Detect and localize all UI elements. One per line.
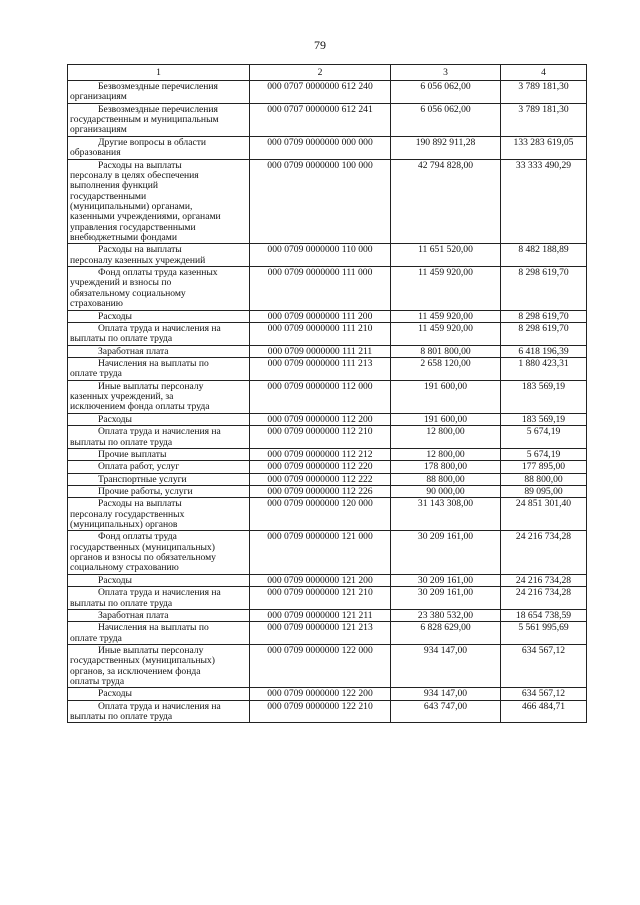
row-name-line: Иные выплаты персоналу bbox=[98, 644, 204, 656]
row-code-cell: 000 0707 0000000 612 240 bbox=[250, 81, 391, 104]
row-code-cell: 000 0709 0000000 111 000 bbox=[250, 267, 391, 310]
row-executed-amount: 33 333 490,29 bbox=[501, 159, 587, 244]
table-row bbox=[68, 357, 587, 380]
row-executed-amount: 24 851 301,40 bbox=[501, 498, 587, 531]
row-executed-amount: 3 789 181,30 bbox=[501, 103, 587, 136]
row-executed-amount: 89 095,00 bbox=[501, 485, 587, 497]
row-name-cell bbox=[68, 498, 250, 531]
row-name-line: страхованию bbox=[70, 298, 123, 310]
row-name-cell bbox=[68, 159, 250, 244]
row-code-cell: 000 0709 0000000 111 210 bbox=[250, 322, 391, 345]
row-name-line: выплаты по оплате труда bbox=[70, 436, 173, 448]
row-planned-amount: 6 828 629,00 bbox=[391, 622, 501, 645]
row-name-line: казенными учреждениями, органами bbox=[70, 211, 221, 223]
row-name-cell bbox=[68, 267, 250, 310]
row-name-line: управления государственными bbox=[70, 221, 196, 233]
row-name-line: Безвозмездные перечисления bbox=[98, 81, 218, 92]
table-row bbox=[68, 461, 587, 473]
table-row bbox=[68, 574, 587, 586]
table-row bbox=[68, 81, 587, 104]
row-name-line: Оплата труда и начисления на bbox=[98, 322, 221, 334]
row-name-cell bbox=[68, 448, 250, 460]
row-code-cell: 000 0709 0000000 122 000 bbox=[250, 644, 391, 687]
row-name-line: Расходы bbox=[98, 310, 133, 322]
row-name-line: казенных учреждений, за bbox=[70, 391, 174, 403]
row-planned-amount: 90 000,00 bbox=[391, 485, 501, 497]
header-row bbox=[68, 65, 587, 81]
row-executed-amount: 5 561 995,69 bbox=[501, 622, 587, 645]
table-row bbox=[68, 136, 587, 159]
table-row bbox=[68, 310, 587, 322]
row-name-line: (муниципальных) органов bbox=[70, 519, 178, 531]
row-name-line: образования bbox=[70, 147, 121, 159]
row-name-line: (муниципальными) органами, bbox=[70, 200, 193, 212]
table-row bbox=[68, 644, 587, 687]
row-name-line: Оплата труда и начисления на bbox=[98, 700, 221, 712]
table-row bbox=[68, 498, 587, 531]
table-row bbox=[68, 609, 587, 621]
row-name-line: Начисления на выплаты по bbox=[98, 357, 209, 369]
row-name-cell bbox=[68, 345, 250, 357]
row-name-line: Транспортные услуги bbox=[98, 473, 187, 485]
row-name-line: государственными bbox=[70, 190, 147, 202]
row-executed-amount: 5 674,19 bbox=[501, 426, 587, 449]
row-name-line: организациям bbox=[70, 91, 127, 103]
row-code-cell: 000 0709 0000000 112 200 bbox=[250, 413, 391, 425]
row-name-cell bbox=[68, 485, 250, 497]
row-name-line: государственных (муниципальных) bbox=[70, 655, 215, 667]
row-name-cell bbox=[68, 609, 250, 621]
row-executed-amount: 466 484,71 bbox=[501, 700, 587, 723]
row-executed-amount: 634 567,12 bbox=[501, 688, 587, 700]
row-name-line: Оплата труда и начисления на bbox=[98, 426, 221, 438]
row-name-line: оплате труда bbox=[70, 368, 122, 380]
row-executed-amount: 634 567,12 bbox=[501, 644, 587, 687]
row-planned-amount: 191 600,00 bbox=[391, 380, 501, 413]
row-name-cell bbox=[68, 461, 250, 473]
row-name-cell bbox=[68, 244, 250, 267]
row-code-cell: 000 0709 0000000 121 213 bbox=[250, 622, 391, 645]
row-executed-amount: 133 283 619,05 bbox=[501, 136, 587, 159]
row-name-line: социальному страхованию bbox=[70, 562, 179, 574]
row-planned-amount: 12 800,00 bbox=[391, 426, 501, 449]
row-planned-amount: 2 658 120,00 bbox=[391, 357, 501, 380]
row-name-cell bbox=[68, 473, 250, 485]
row-code-cell: 000 0709 0000000 100 000 bbox=[250, 159, 391, 244]
table-row bbox=[68, 103, 587, 136]
header-col-2: 2 bbox=[250, 65, 391, 81]
row-name-line: персоналу в целях обеспечения bbox=[70, 169, 199, 181]
row-planned-amount: 88 800,00 bbox=[391, 473, 501, 485]
row-executed-amount: 18 654 738,59 bbox=[501, 609, 587, 621]
row-name-line: государственных (муниципальных) bbox=[70, 541, 215, 553]
row-code-cell: 000 0709 0000000 112 222 bbox=[250, 473, 391, 485]
row-executed-amount: 8 298 619,70 bbox=[501, 267, 587, 310]
row-code-cell: 000 0709 0000000 112 000 bbox=[250, 380, 391, 413]
row-name-line: Расходы на выплаты bbox=[98, 498, 182, 510]
row-executed-amount: 88 800,00 bbox=[501, 473, 587, 485]
table-header bbox=[68, 65, 587, 81]
row-code-cell: 000 0709 0000000 121 000 bbox=[250, 531, 391, 574]
row-name-cell bbox=[68, 310, 250, 322]
table-row bbox=[68, 473, 587, 485]
row-executed-amount: 8 298 619,70 bbox=[501, 322, 587, 345]
table-row bbox=[68, 448, 587, 460]
row-executed-amount: 8 298 619,70 bbox=[501, 310, 587, 322]
row-name-line: оплате труда bbox=[70, 632, 122, 644]
table-row bbox=[68, 267, 587, 310]
row-name-cell bbox=[68, 136, 250, 159]
row-planned-amount: 23 380 532,00 bbox=[391, 609, 501, 621]
row-planned-amount: 178 800,00 bbox=[391, 461, 501, 473]
row-planned-amount: 31 143 308,00 bbox=[391, 498, 501, 531]
row-name-line: Оплата работ, услуг bbox=[98, 461, 180, 473]
row-name-line: Фонд оплаты труда bbox=[98, 531, 177, 543]
row-code-cell: 000 0709 0000000 111 200 bbox=[250, 310, 391, 322]
row-planned-amount: 934 147,00 bbox=[391, 644, 501, 687]
row-name-line: выплаты по оплате труда bbox=[70, 597, 173, 609]
row-planned-amount: 8 801 800,00 bbox=[391, 345, 501, 357]
row-name-line: учреждений и взносы по bbox=[70, 277, 172, 289]
table-row bbox=[68, 345, 587, 357]
header-col-3: 3 bbox=[391, 65, 501, 81]
page-number: 79 bbox=[314, 38, 326, 52]
row-name-line: Расходы bbox=[98, 574, 133, 586]
row-code-cell: 000 0709 0000000 112 220 bbox=[250, 461, 391, 473]
row-name-line: персоналу казенных учреждений bbox=[70, 254, 206, 266]
row-code-cell: 000 0709 0000000 000 000 bbox=[250, 136, 391, 159]
row-executed-amount: 24 216 734,28 bbox=[501, 574, 587, 586]
row-name-line: Расходы bbox=[98, 413, 133, 425]
row-code-cell: 000 0709 0000000 110 000 bbox=[250, 244, 391, 267]
row-name-line: Расходы на выплаты bbox=[98, 244, 182, 256]
row-name-line: оплаты труда bbox=[70, 676, 125, 688]
row-name-cell bbox=[68, 103, 250, 136]
row-name-cell bbox=[68, 426, 250, 449]
row-planned-amount: 11 459 920,00 bbox=[391, 310, 501, 322]
row-executed-amount: 183 569,19 bbox=[501, 413, 587, 425]
row-planned-amount: 12 800,00 bbox=[391, 448, 501, 460]
row-name-line: Другие вопросы в области bbox=[98, 136, 207, 148]
row-name-line: Прочие выплаты bbox=[98, 448, 167, 460]
row-name-cell bbox=[68, 688, 250, 700]
row-name-cell bbox=[68, 644, 250, 687]
row-planned-amount: 11 459 920,00 bbox=[391, 322, 501, 345]
row-name-line: внебюджетными фондами bbox=[70, 232, 177, 244]
table-row bbox=[68, 159, 587, 244]
row-name-cell bbox=[68, 81, 250, 104]
row-executed-amount: 183 569,19 bbox=[501, 380, 587, 413]
row-planned-amount: 191 600,00 bbox=[391, 413, 501, 425]
table-row bbox=[68, 688, 587, 700]
row-name-line: выплаты по оплате труда bbox=[70, 711, 173, 723]
row-code-cell: 000 0709 0000000 112 212 bbox=[250, 448, 391, 460]
row-planned-amount: 30 209 161,00 bbox=[391, 574, 501, 586]
row-planned-amount: 190 892 911,28 bbox=[391, 136, 501, 159]
row-code-cell: 000 0709 0000000 111 211 bbox=[250, 345, 391, 357]
budget-table bbox=[67, 64, 587, 723]
row-executed-amount: 1 880 423,31 bbox=[501, 357, 587, 380]
table-row bbox=[68, 413, 587, 425]
row-code-cell: 000 0709 0000000 122 210 bbox=[250, 700, 391, 723]
row-name-line: персоналу государственных bbox=[70, 508, 185, 520]
row-executed-amount: 6 418 196,39 bbox=[501, 345, 587, 357]
row-code-cell: 000 0709 0000000 122 200 bbox=[250, 688, 391, 700]
row-executed-amount: 24 216 734,28 bbox=[501, 587, 587, 610]
row-name-cell bbox=[68, 322, 250, 345]
row-planned-amount: 30 209 161,00 bbox=[391, 531, 501, 574]
row-planned-amount: 6 056 062,00 bbox=[391, 103, 501, 136]
row-executed-amount: 24 216 734,28 bbox=[501, 531, 587, 574]
row-name-line: Заработная плата bbox=[98, 345, 169, 357]
row-name-line: выплаты по оплате труда bbox=[70, 333, 173, 345]
row-planned-amount: 30 209 161,00 bbox=[391, 587, 501, 610]
row-name-line: государственным и муниципальным bbox=[70, 114, 219, 126]
row-planned-amount: 11 459 920,00 bbox=[391, 267, 501, 310]
row-code-cell: 000 0709 0000000 112 210 bbox=[250, 426, 391, 449]
row-name-cell bbox=[68, 700, 250, 723]
row-planned-amount: 11 651 520,00 bbox=[391, 244, 501, 267]
row-name-line: Фонд оплаты труда казенных bbox=[98, 267, 218, 279]
row-name-line: органов и взносы по обязательному bbox=[70, 552, 216, 564]
row-name-cell bbox=[68, 413, 250, 425]
table-row bbox=[68, 485, 587, 497]
row-name-line: Безвозмездные перечисления bbox=[98, 103, 218, 115]
row-name-line: Оплата труда и начисления на bbox=[98, 587, 221, 599]
table-row bbox=[68, 587, 587, 610]
table-row bbox=[68, 380, 587, 413]
table-row bbox=[68, 322, 587, 345]
row-name-cell bbox=[68, 357, 250, 380]
table-row bbox=[68, 426, 587, 449]
row-executed-amount: 8 482 188,89 bbox=[501, 244, 587, 267]
row-planned-amount: 42 794 828,00 bbox=[391, 159, 501, 244]
row-name-line: Расходы bbox=[98, 688, 133, 700]
row-name-line: выполнения функций bbox=[70, 180, 159, 192]
row-name-cell bbox=[68, 622, 250, 645]
table-row bbox=[68, 531, 587, 574]
row-name-line: органов, за исключением фонда bbox=[70, 665, 201, 677]
row-executed-amount: 5 674,19 bbox=[501, 448, 587, 460]
row-code-cell: 000 0709 0000000 111 213 bbox=[250, 357, 391, 380]
row-name-line: исключением фонда оплаты труда bbox=[70, 401, 210, 413]
row-name-line: Прочие работы, услуги bbox=[98, 485, 193, 497]
row-code-cell: 000 0709 0000000 112 226 bbox=[250, 485, 391, 497]
row-name-cell bbox=[68, 587, 250, 610]
table-row bbox=[68, 622, 587, 645]
row-planned-amount: 643 747,00 bbox=[391, 700, 501, 723]
table-row bbox=[68, 700, 587, 723]
table-body bbox=[68, 81, 587, 723]
row-name-line: Иные выплаты персоналу bbox=[98, 380, 204, 392]
row-code-cell: 000 0709 0000000 120 000 bbox=[250, 498, 391, 531]
header-col-4: 4 bbox=[501, 65, 587, 81]
row-code-cell: 000 0709 0000000 121 211 bbox=[250, 609, 391, 621]
row-executed-amount: 177 895,00 bbox=[501, 461, 587, 473]
row-name-line: Начисления на выплаты по bbox=[98, 622, 209, 634]
row-code-cell: 000 0707 0000000 612 241 bbox=[250, 103, 391, 136]
table-row bbox=[68, 244, 587, 267]
row-name-line: обязательному социальному bbox=[70, 287, 186, 299]
row-name-line: Заработная плата bbox=[98, 609, 169, 621]
row-name-line: Расходы на выплаты bbox=[98, 159, 182, 171]
row-planned-amount: 934 147,00 bbox=[391, 688, 501, 700]
row-planned-amount: 6 056 062,00 bbox=[391, 81, 501, 104]
row-name-cell bbox=[68, 574, 250, 586]
header-col-1: 1 bbox=[68, 65, 250, 81]
row-code-cell: 000 0709 0000000 121 210 bbox=[250, 587, 391, 610]
row-executed-amount: 3 789 181,30 bbox=[501, 81, 587, 104]
row-name-cell bbox=[68, 380, 250, 413]
row-name-line: организациям bbox=[70, 124, 127, 136]
row-code-cell: 000 0709 0000000 121 200 bbox=[250, 574, 391, 586]
row-name-cell bbox=[68, 531, 250, 574]
